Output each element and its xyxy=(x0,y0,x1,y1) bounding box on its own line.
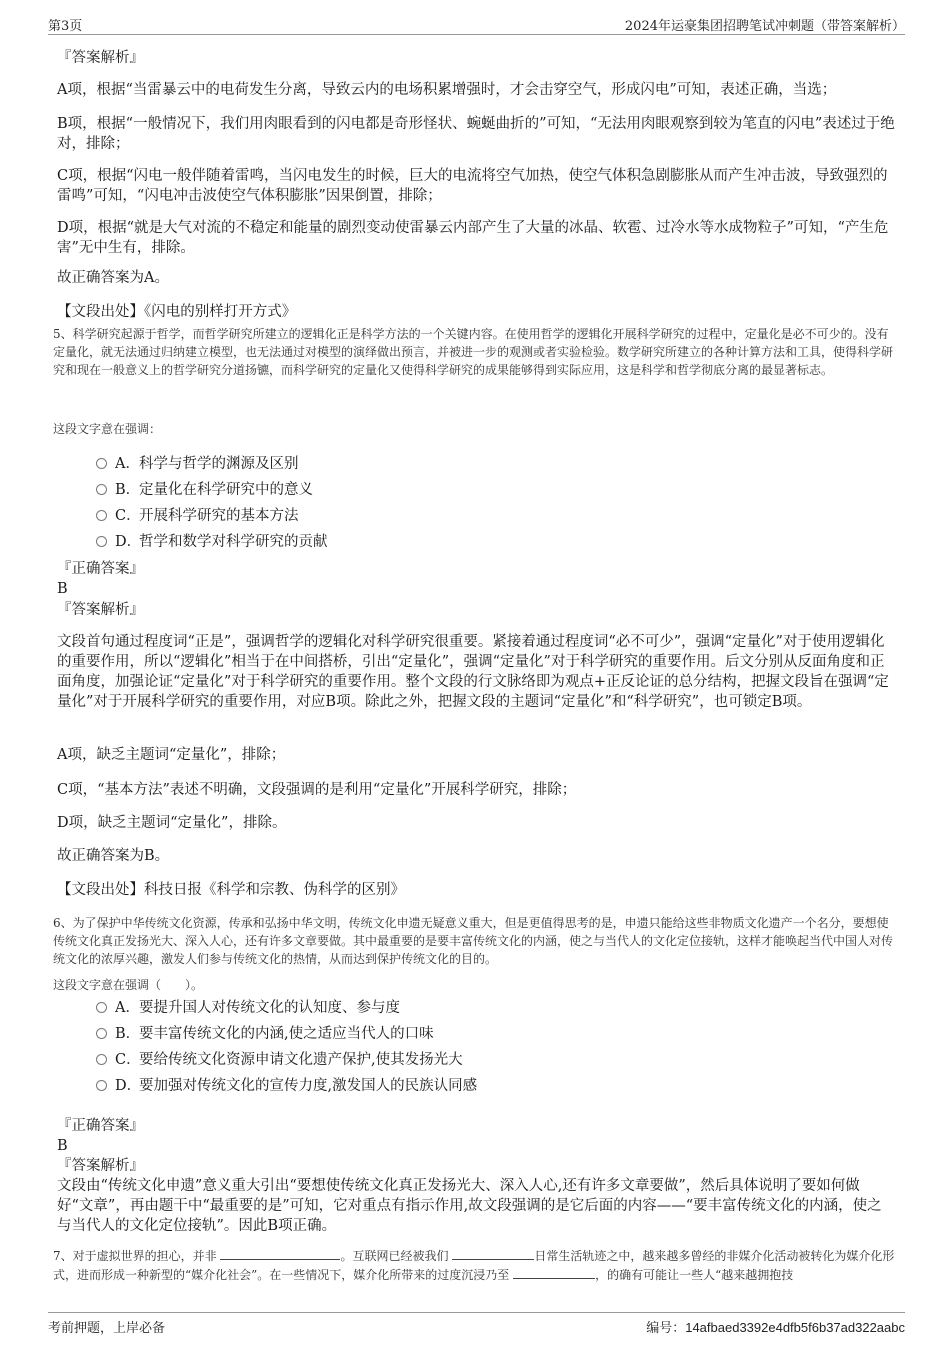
q4-analysis-a: A项，根据“当雷暴云中的电荷发生分离，导致云内的电场积累增强时，才会击穿空气，形成闪电”可知，表述正确，当选； xyxy=(57,82,837,98)
q6-answer: B xyxy=(57,1138,68,1154)
q5-analysis-c: C项，“基本方法”表述不明确，文段强调的是利用“定量化”开展科学研究，排除； xyxy=(57,782,577,798)
q4-analysis-c: C项，根据“闪电一般伴随着雷鸣，当闪电发生的时候，巨大的电流将空气加热，使空气体积急剧膨胀从而产生冲击波，导致强烈的雷鸣”可知，“闪电冲击波使空气体积膨胀”因果倒置，排除； xyxy=(57,168,888,204)
fill-blank-3[interactable] xyxy=(513,1266,595,1279)
q5-stem: 5、科学研究起源于哲学，而哲学研究所建立的逻辑化正是科学方法的一个关键内容。在使用哲学的逻辑化开展科学研究的过程中，定量化是必不可少的。没有定量化，就无法通过归纳建立模型，也无法通过对模型的演绎做出预言，并被进一步的观测或者实验检验。数学研究所建立的各种计算方法和工具，使得科学研究和现在一般意义上的哲学研究分道扬镳，而科学研究的定量化又使得科学研究的成果能够得到实际应用，这是科学和哲学彻底分离的最显著标志。 xyxy=(53,327,894,377)
radio-icon[interactable] xyxy=(96,536,107,547)
radio-icon[interactable] xyxy=(96,1028,107,1039)
radio-icon[interactable] xyxy=(96,484,107,495)
radio-icon[interactable] xyxy=(96,1054,107,1065)
q6-analysis-heading: 『答案解析』 xyxy=(57,1158,144,1174)
fill-blank-1[interactable] xyxy=(220,1247,340,1260)
q4-analysis-b: B项，根据“一般情况下，我们用肉眼看到的闪电都是奇形怪状、蜿蜒曲折的”可知，“无法用肉眼观察到较为笔直的闪电”表述过于绝对，排除； xyxy=(57,116,895,152)
page-number: 第3页 xyxy=(48,19,83,34)
q6-option-c[interactable]: C．要给传统文化资源申请文化遗产保护,使其发扬光大 xyxy=(96,1050,463,1070)
q5-prompt: 这段文字意在强调： xyxy=(53,422,162,436)
radio-icon[interactable] xyxy=(96,1080,107,1091)
q5-answer-heading: 『正确答案』 xyxy=(57,561,144,577)
q6-stem: 6、为了保护中华传统文化资源，传承和弘扬中华文明，传统文化申遗无疑意义重大，但是更值得思考的是，申遗只能给这些非物质文化遗产一个名分，要想使传统文化真正发扬光大、深入人心，还有许多文章要做。其中最重要的是要丰富传统文化的内涵，使之与当代人的文化定位接轨，这样才能唤起当代中国人对传统文化的浓厚兴趣，激发人们参与传统文化的热情，从而达到保护传统文化的目的。 xyxy=(53,916,894,966)
radio-icon[interactable] xyxy=(96,510,107,521)
q5-source: 【文段出处】科技日报《科学和宗教、伪科学的区别》 xyxy=(57,882,405,898)
q6-option-d[interactable]: D．要加强对传统文化的宣传力度,激发国人的民族认同感 xyxy=(96,1076,477,1096)
q4-analysis-heading: 『答案解析』 xyxy=(57,50,144,66)
radio-icon[interactable] xyxy=(96,458,107,469)
document-title: 2024年运豪集团招聘笔试冲刺题（带答案解析） xyxy=(624,19,905,34)
q4-source: 【文段出处】《闪电的别样打开方式》 xyxy=(57,304,297,320)
q5-option-d[interactable]: D．哲学和数学对科学研究的贡献 xyxy=(96,532,328,552)
q6-answer-heading: 『正确答案』 xyxy=(57,1118,144,1134)
q5-analysis-heading: 『答案解析』 xyxy=(57,602,144,618)
q6-option-b[interactable]: B．要丰富传统文化的内涵,使之适应当代人的口味 xyxy=(96,1024,434,1044)
footer-slogan: 考前押题，上岸必备 xyxy=(48,1321,166,1336)
q7-stem: 7、对于虚拟世界的担心，并非 。互联网已经被我们 日常生活轨迹之中，越来越多曾经的非媒介化活动被转化为媒介化形式，进而形成一种新型的“媒介化社会”。在一些情况下，媒介化所带来的过度沉浸乃至 ，的确有可能让一些人“越来越拥抱技 xyxy=(53,1249,895,1282)
q5-conclusion: 故正确答案为B。 xyxy=(57,848,170,864)
q6-analysis-main: 文段由“传统文化申遗”意义重大引出“要想使传统文化真正发扬光大、深入人心,还有许多文章要做”，然后具体说明了要如何做好“文章”，再由题干中“最重要的是”可知，它对重点有指示作用,故文段强调的是它后面的内容——“要丰富传统文化的内涵，使之与当代人的文化定位接轨”。因此B项正确。 xyxy=(57,1178,882,1234)
q5-option-a[interactable]: A．科学与哲学的渊源及区别 xyxy=(96,454,299,474)
document-code: 编号：14afbaed3392e4dfb5f6b37ad322aabc xyxy=(646,1320,905,1336)
page-footer xyxy=(48,1312,905,1337)
q4-analysis-d: D项，根据“就是大气对流的不稳定和能量的剧烈变动使雷暴云内部产生了大量的冰晶、软雹、过冷水等水成物粒子”可知，“产生危害”无中生有，排除。 xyxy=(57,220,889,256)
q5-analysis-d: D项，缺乏主题词“定量化”，排除。 xyxy=(57,815,287,831)
q5-option-c[interactable]: C．开展科学研究的基本方法 xyxy=(96,506,299,526)
radio-icon[interactable] xyxy=(96,1002,107,1013)
page-header xyxy=(48,12,905,35)
q5-option-b[interactable]: B．定量化在科学研究中的意义 xyxy=(96,480,313,500)
q5-analysis-a: A项，缺乏主题词“定量化”，排除； xyxy=(57,747,286,763)
q6-option-a[interactable]: A．要提升国人对传统文化的认知度、参与度 xyxy=(96,998,400,1018)
q5-analysis-main: 文段首句通过程度词“正是”，强调哲学的逻辑化对科学研究很重要。紧接着通过程度词“必不可少”，强调“定量化”对于使用逻辑化的重要作用，所以“逻辑化”相当于在中间搭桥，引出“定量化”，强调“定量化”对于科学研究的重要作用。后文分别从反面角度和正面角度，加强论证“定量化”对于科学研究的重要作用。整个文段的行文脉络即为观点+正反论证的总分结构，把握文段旨在强调“定量化”对于开展科学研究的重要作用，对应B项。除此之外，把握文段的主题词“定量化”和“科学研究”，也可锁定B项。 xyxy=(57,634,889,710)
fill-blank-2[interactable] xyxy=(452,1247,534,1260)
q5-answer: B xyxy=(57,581,68,597)
q6-prompt: 这段文字意在强调（ ）。 xyxy=(53,978,204,992)
q4-conclusion: 故正确答案为A。 xyxy=(57,270,169,286)
